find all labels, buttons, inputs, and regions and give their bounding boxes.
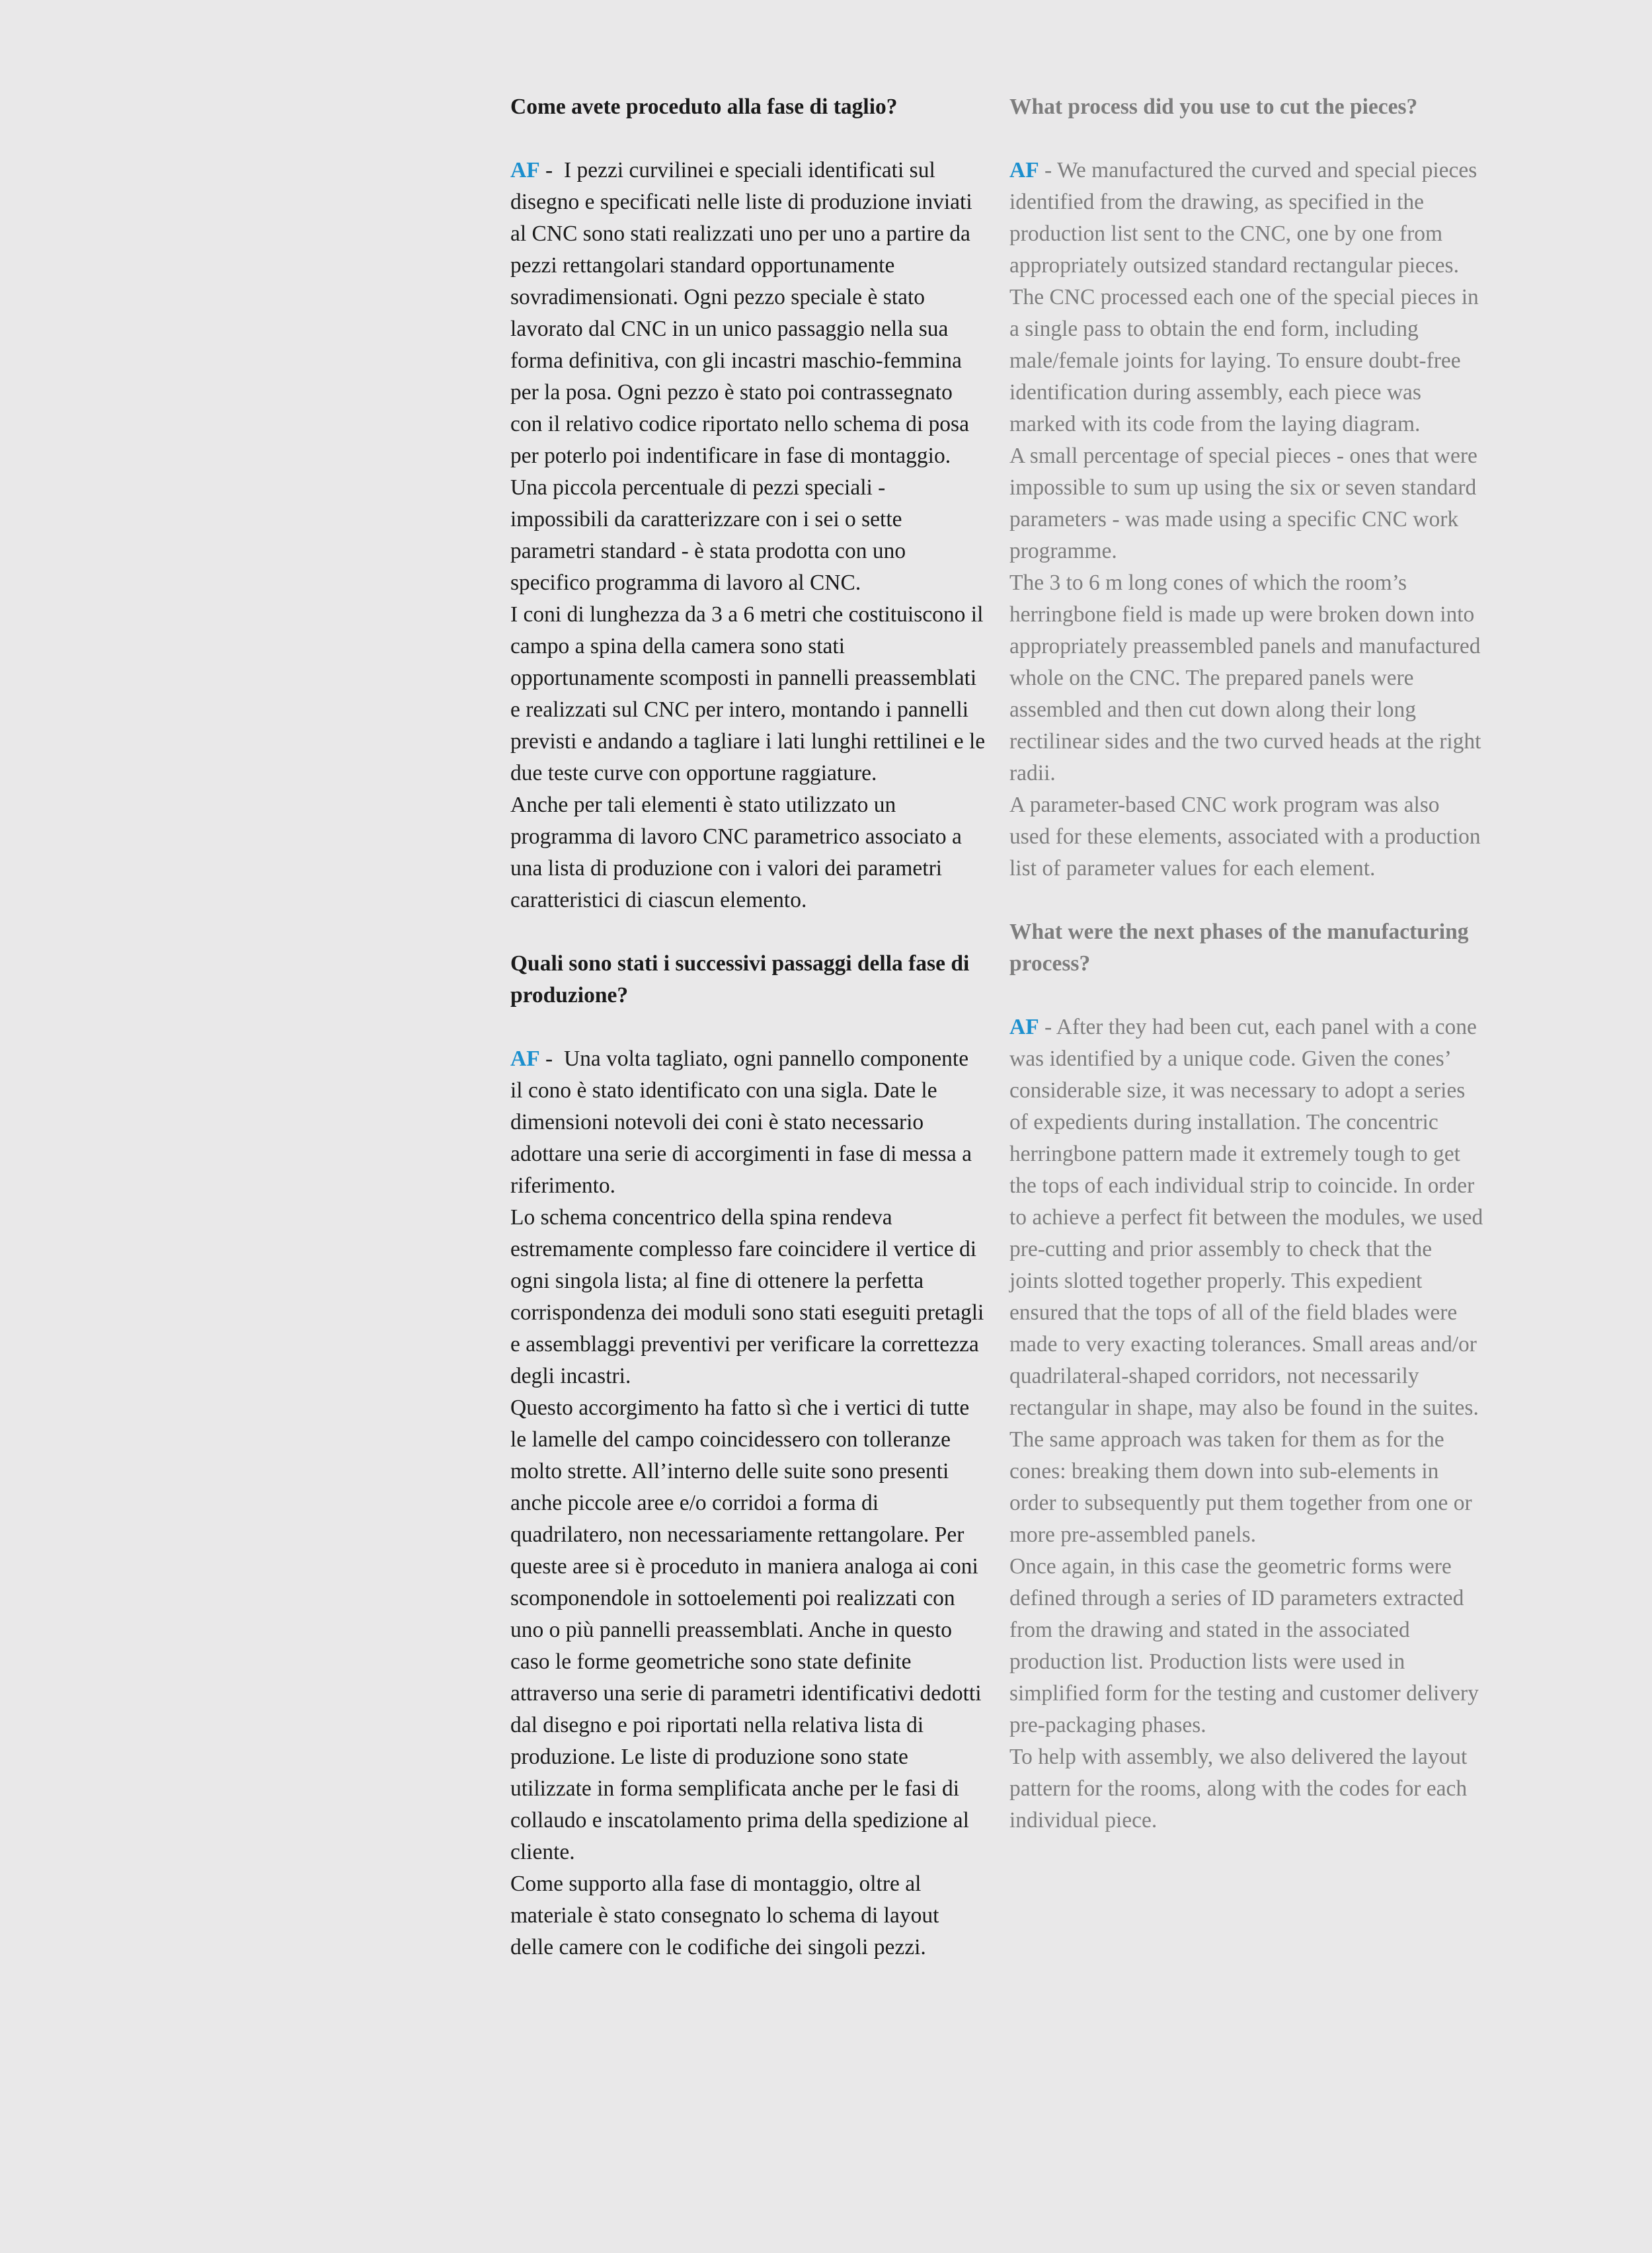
english-answer-production (1009, 1011, 1485, 1837)
english-column (1009, 91, 1485, 1837)
italian-section-cutting (510, 91, 986, 916)
answer-separator: - (539, 1047, 564, 1071)
italian-answer-cutting-paragraph (510, 155, 986, 472)
italian-section-production (510, 948, 986, 1963)
paragraph-text: A small percentage of special pieces - ones that were impossible to sum up using the six or seven standard parameters - was made using a specific CNC work programme. (1009, 444, 1477, 563)
italian-question-cutting: Come avete proceduto alla fase di taglio? (510, 95, 898, 119)
english-question-cutting: What process did you use to cut the pieces? (1009, 95, 1418, 119)
english-answer-cutting (1009, 155, 1485, 885)
english-section-production (1009, 916, 1485, 1837)
italian-column (510, 91, 986, 1963)
answer-separator: - (539, 158, 564, 182)
paragraph-text: We manufactured the curved and special pieces identified from the drawing, as specified in the production list sent to the CNC, one by one from appropriately outsized standard rectangular pieces. The CNC processed each one of the special pieces in a single pass to obtain the end form, including male/female joints for laying. To ensure doubt-free identification during assembly, each piece was marked with its code from the laying diagram. (1009, 158, 1479, 436)
english-answer-production-paragraph (1009, 1011, 1485, 1551)
paragraph-text: To help with assembly, we also delivered the layout pattern for the rooms, along with the codes for each individual piece. (1009, 1745, 1468, 1833)
answer-tag: AF (1009, 158, 1039, 182)
english-question-production: What were the next phases of the manufacturing process? (1009, 920, 1469, 976)
answer-separator: - (1039, 1015, 1056, 1039)
paragraph-text: Questo accorgimento ha fatto sì che i vertici di tutte le lamelle del campo coincidessero con tolleranze molto strette. All’interno delle suite sono presenti anche piccole aree e/o corridoi a forma di quadrilatero, non necessariamente rettangolare. Per queste aree si è proceduto in maniera analoga ai coni scomponendole in sottoelementi poi realizzati con uno o più pannelli preassemblati. Anche in questo caso le forme geometriche sono state definite attraverso una serie di parametri identificativi dedotti dal disegno e poi riportati nella relativa lista di produzione. Le liste di produzione sono state utilizzate in forma semplificata anche per le fasi di collaudo e inscatolamento prima della spedizione al cliente. (510, 1396, 982, 1864)
answer-tag: AF (1009, 1015, 1039, 1039)
paragraph-text: A parameter-based CNC work program was also used for these elements, associated with a production list of parameter values for each element. (1009, 793, 1481, 881)
paragraph-text: Anche per tali elementi è stato utilizzato un programma di lavoro CNC parametrico associato a una lista di produzione con i valori dei parametri caratteristici di ciascun elemento. (510, 793, 962, 912)
answer-tag: AF (510, 158, 540, 182)
italian-answer-production (510, 1043, 986, 1963)
english-answer-cutting-paragraph (1009, 155, 1485, 440)
paragraph-text: I pezzi curvilinei e speciali identificati sul disegno e specificati nelle liste di produzione inviati al CNC sono stati realizzati uno per uno a partire da pezzi rettangolari standard opportunamente sovradimensionati. Ogni pezzo speciale è stato lavorato dal CNC in un unico passaggio nella sua forma definitiva, con gli incastri maschio-femmina per la posa. Ogni pezzo è stato poi contrassegnato con il relativo codice riportato nello schema di posa per poterlo poi indentificare in fase di montaggio. (510, 158, 972, 468)
italian-answer-production-paragraph (510, 1043, 986, 1202)
paragraph-text: I coni di lunghezza da 3 a 6 metri che costituiscono il campo a spina della camera sono stati opportunamente scomposti in pannelli preassemblati e realizzati sul CNC per intero, montando i pannelli previsti e andando a tagliare i lati lunghi rettilinei e le due teste curve con opportune raggiature. (510, 602, 986, 785)
answer-separator: - (1039, 158, 1057, 182)
paragraph-text: Una piccola percentuale di pezzi speciali - impossibili da caratterizzare con i sei o sette parametri standard - è stata prodotta con uno specifico programma di lavoro al CNC. (510, 475, 906, 595)
paragraph-text: After they had been cut, each panel with a cone was identified by a unique code. Given the cones’ considerable size, it was necessary to adopt a series of expedients during installation. The concentric herringbone pattern made it extremely tough to get the tops of each individual strip to coincide. In order to achieve a perfect fit between the modules, we used pre-cutting and prior assembly to check that the joints slotted together properly. This expedient ensured that the tops of all of the field blades were made to very exacting tolerances. Small areas and/or quadrilateral-shaped corridors, not necessarily rectangular in shape, may also be found in the suites. The same approach was taken for them as for the cones: breaking them down into sub-elements in order to subsequently put them together from one or more pre-assembled panels. (1009, 1015, 1483, 1547)
italian-question-production: Quali sono stati i successivi passaggi della fase di produzione? (510, 951, 970, 1008)
answer-tag: AF (510, 1047, 540, 1071)
italian-answer-cutting (510, 155, 986, 916)
paragraph-text: Lo schema concentrico della spina rendeva estremamente complesso fare coincidere il vertice di ogni singola lista; al fine di ottenere la perfetta corrispondenza dei moduli sono stati eseguiti pretagli e assemblaggi preventivi per verificare la correttezza degli incastri. (510, 1205, 984, 1388)
paragraph-text: The 3 to 6 m long cones of which the room’s herringbone field is made up were broken down into appropriately preassembled panels and manufactured whole on the CNC. The prepared panels were assembled and then cut down along their long rectilinear sides and the two curved heads at the right radii. (1009, 571, 1481, 785)
paragraph-text: Once again, in this case the geometric forms were defined through a series of ID parameters extracted from the drawing and stated in the associated production list. Production lists were used in simplified form for the testing and customer delivery pre-packaging phases. (1009, 1554, 1479, 1737)
paragraph-text: Come supporto alla fase di montaggio, oltre al materiale è stato consegnato lo schema di layout delle camere con le codifiche dei singoli pezzi. (510, 1872, 939, 1959)
english-section-cutting (1009, 91, 1485, 885)
paragraph-text: Una volta tagliato, ogni pannello componente il cono è stato identificato con una sigla. Date le dimensioni notevoli dei coni è stato necessario adottare una serie di accorgimenti in fase di messa a riferimento. (510, 1047, 972, 1198)
